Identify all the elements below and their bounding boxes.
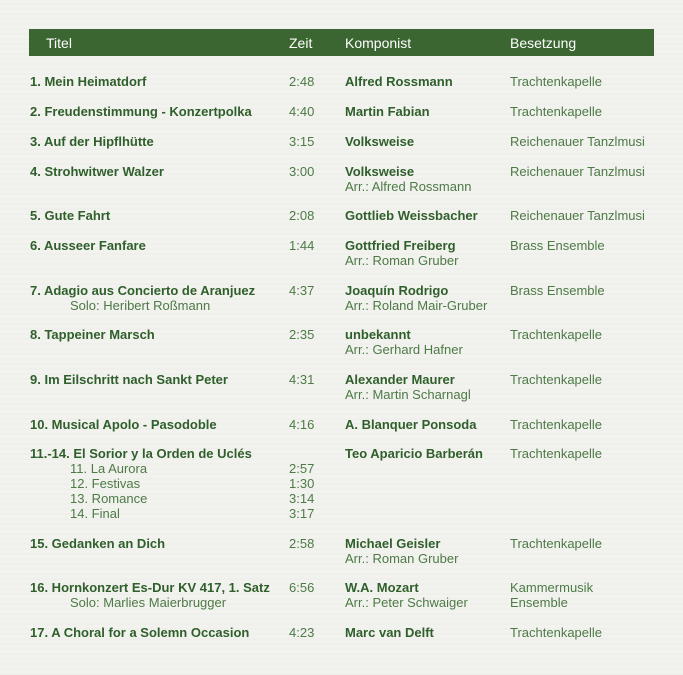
piece-time: 4:37: [289, 283, 315, 298]
piece-besetzung: Trachtenkapelle: [510, 446, 603, 461]
piece-soloist: Solo: Marlies Maierbrugger: [70, 595, 227, 610]
piece-title: 16. Hornkonzert Es-Dur KV 417, 1. Satz: [30, 580, 270, 595]
piece-title: 6. Ausseer Fanfare: [30, 238, 146, 253]
piece-composer: Gottlieb Weissbacher: [345, 208, 478, 223]
movement-time: 3:14: [289, 491, 315, 506]
movement-time: 1:30: [289, 476, 315, 491]
piece-title: 10. Musical Apolo - Pasodoble: [30, 417, 217, 432]
piece-composer: Alexander Maurer: [345, 372, 455, 387]
piece-composer: Volksweise: [345, 164, 415, 179]
piece-composer: unbekannt: [345, 327, 411, 342]
header-zeit: Zeit: [289, 35, 313, 51]
piece-besetzung: Brass Ensemble: [510, 238, 605, 253]
piece-besetzung: Trachtenkapelle: [510, 536, 603, 551]
piece-arranger: Arr.: Roman Gruber: [345, 551, 459, 566]
piece-time: 4:40: [289, 104, 315, 119]
piece-title: 15. Gedanken an Dich: [30, 536, 166, 551]
piece-composer: Joaquín Rodrigo: [345, 283, 449, 298]
piece-besetzung: Reichenauer Tanzlmusi: [510, 134, 645, 149]
piece-title: 8. Tappeiner Marsch: [30, 327, 155, 342]
piece-time: 4:16: [289, 417, 315, 432]
piece-besetzung: Trachtenkapelle: [510, 372, 603, 387]
piece-besetzung: Trachtenkapelle: [510, 74, 603, 89]
movement-time: 3:17: [289, 506, 315, 521]
piece-besetzung: Trachtenkapelle: [510, 104, 603, 119]
piece-composer: Michael Geisler: [345, 536, 441, 551]
movement-title: 13. Romance: [70, 491, 148, 506]
piece-besetzung: Reichenauer Tanzlmusi: [510, 164, 645, 179]
piece-composer: Gottfried Freiberg: [345, 238, 456, 253]
piece-soloist: Solo: Heribert Roßmann: [70, 298, 211, 313]
piece-title: 1. Mein Heimatdorf: [30, 74, 147, 89]
piece-besetzung: Trachtenkapelle: [510, 625, 603, 640]
header-besetzung: Besetzung: [510, 35, 577, 51]
piece-composer: Volksweise: [345, 134, 415, 149]
piece-composer: W.A. Mozart: [345, 580, 419, 595]
piece-title: 11.-14. El Sorior y la Orden de Uclés: [30, 446, 252, 461]
movement-title: 12. Festivas: [70, 476, 141, 491]
header-title: Titel: [46, 35, 72, 51]
movement-title: 11. La Aurora: [70, 461, 148, 476]
piece-time: 3:00: [289, 164, 315, 179]
piece-time: 2:08: [289, 208, 315, 223]
piece-title: 9. Im Eilschritt nach Sankt Peter: [30, 372, 228, 387]
piece-besetzung: Trachtenkapelle: [510, 327, 603, 342]
movement-time: 2:57: [289, 461, 315, 476]
piece-time: 4:31: [289, 372, 315, 387]
piece-besetzung: Brass Ensemble: [510, 283, 605, 298]
piece-besetzung: Reichenauer Tanzlmusi: [510, 208, 645, 223]
piece-arranger: Arr.: Gerhard Hafner: [345, 342, 463, 357]
piece-time: 2:58: [289, 536, 315, 551]
piece-title: 17. A Choral for a Solemn Occasion: [30, 625, 250, 640]
piece-title: 2. Freudenstimmung - Konzertpolka: [30, 104, 252, 119]
piece-arranger: Arr.: Peter Schwaiger: [345, 595, 468, 610]
piece-time: 4:23: [289, 625, 315, 640]
piece-time: 6:56: [289, 580, 315, 595]
piece-title: 7. Adagio aus Concierto de Aranjuez: [30, 283, 256, 298]
piece-besetzung: Trachtenkapelle: [510, 417, 603, 432]
piece-title: 5. Gute Fahrt: [30, 208, 111, 223]
table-header: [29, 29, 654, 56]
piece-time: 1:44: [289, 238, 315, 253]
piece-composer: A. Blanquer Ponsoda: [345, 417, 477, 432]
piece-composer: Alfred Rossmann: [345, 74, 453, 89]
piece-composer: Marc van Delft: [345, 625, 434, 640]
piece-besetzung-line2: Ensemble: [510, 595, 568, 610]
piece-arranger: Arr.: Alfred Rossmann: [345, 179, 472, 194]
piece-composer: Teo Aparicio Barberán: [345, 446, 483, 461]
piece-composer: Martin Fabian: [345, 104, 430, 119]
piece-arranger: Arr.: Martin Scharnagl: [345, 387, 471, 402]
piece-arranger: Arr.: Roman Gruber: [345, 253, 459, 268]
piece-time: 2:48: [289, 74, 315, 89]
header-komponist: Komponist: [345, 35, 412, 51]
piece-title: 3. Auf der Hipflhütte: [30, 134, 154, 149]
piece-besetzung: Kammermusik: [510, 580, 594, 595]
piece-arranger: Arr.: Roland Mair-Gruber: [345, 298, 488, 313]
piece-time: 2:35: [289, 327, 315, 342]
piece-time: 3:15: [289, 134, 315, 149]
movement-title: 14. Final: [70, 506, 120, 521]
piece-title: 4. Strohwitwer Walzer: [30, 164, 164, 179]
